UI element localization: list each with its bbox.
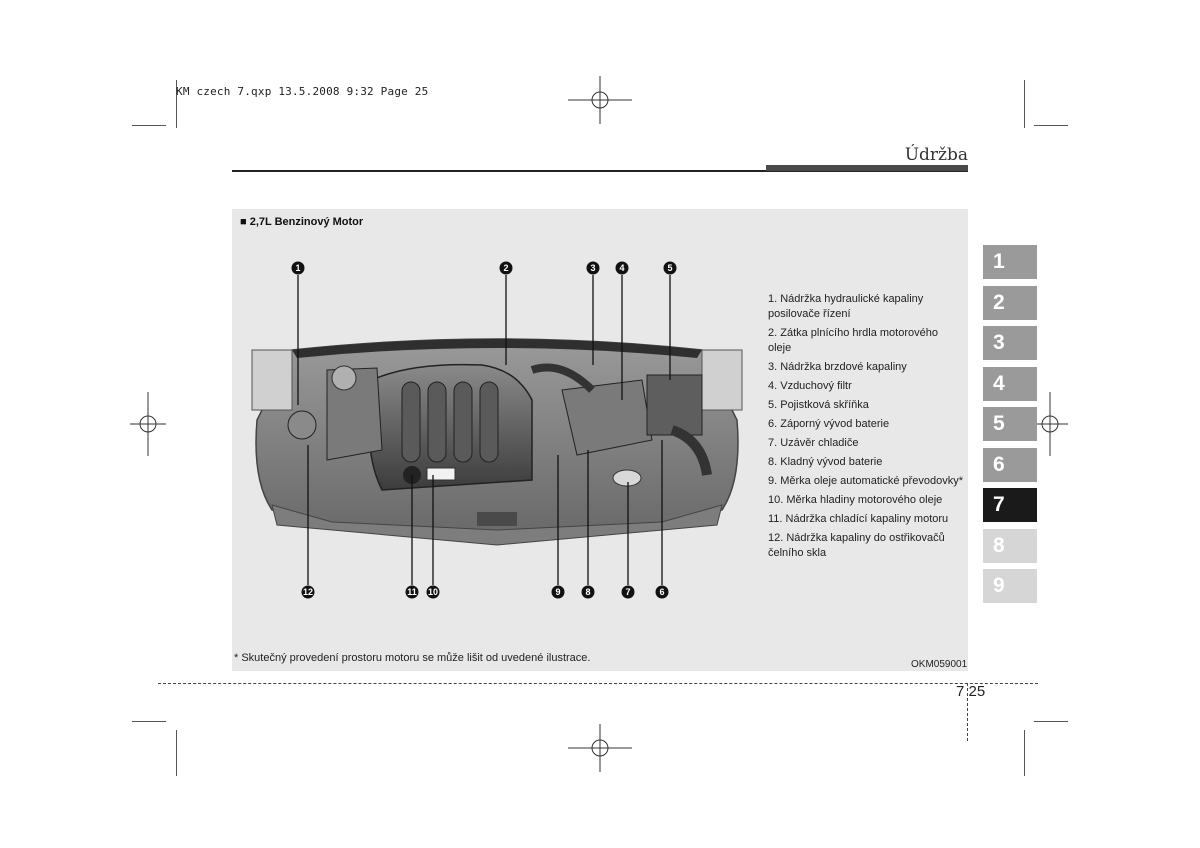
legend-item: 8. Kladný vývod baterie — [768, 456, 883, 468]
legend-item: 10. Měrka hladiny motorového oleje — [768, 494, 943, 506]
callout-marker — [622, 586, 635, 599]
crop-mark — [1034, 125, 1068, 126]
svg-text:7: 7 — [625, 587, 631, 597]
crop-mark — [1034, 721, 1068, 722]
callout-marker — [500, 262, 513, 275]
callout-marker — [552, 586, 565, 599]
chapter-tab-6[interactable]: 6 — [983, 448, 1037, 482]
svg-text:8: 8 — [585, 587, 591, 597]
callout-marker — [656, 586, 669, 599]
callout-layer — [232, 250, 762, 610]
callout-marker — [302, 586, 315, 599]
legend-item: 5. Pojistková skříňka — [768, 399, 869, 411]
svg-text:1: 1 — [295, 263, 301, 273]
legend-item: 7. Uzávěr chladiče — [768, 437, 859, 449]
svg-text:3: 3 — [590, 263, 596, 273]
crop-mark — [1024, 730, 1025, 776]
svg-text:2: 2 — [503, 263, 509, 273]
crop-mark — [176, 730, 177, 776]
svg-text:4: 4 — [619, 263, 625, 273]
svg-text:6: 6 — [659, 587, 665, 597]
registration-mark-left — [130, 392, 166, 456]
chapter-tab-2[interactable]: 2 — [983, 286, 1037, 320]
header-rule-accent — [766, 165, 968, 171]
figure-footnote: * Skutečný provedení prostoru motoru se může lišit od uvedené ilustrace. — [234, 652, 591, 664]
legend-item: 2. Zátka plnícího hrdla motorového oleje — [768, 327, 938, 354]
legend-item: 6. Záporný vývod baterie — [768, 418, 890, 430]
figure-code: OKM059001 — [911, 659, 968, 670]
chapter-tab-7[interactable]: 7 — [983, 488, 1037, 522]
legend-item: 9. Měrka oleje automatické převodovky* — [768, 475, 964, 487]
page-number-divider — [967, 683, 968, 741]
svg-text:10: 10 — [427, 587, 439, 597]
callout-marker — [427, 586, 440, 599]
figure-title: ■ 2,7L Benzinový Motor — [240, 216, 364, 228]
crop-mark — [132, 125, 166, 126]
component-legend — [768, 292, 964, 565]
print-slug: KM czech 7.qxp 13.5.2008 9:32 Page 25 — [176, 85, 429, 98]
section-title: Údržba — [904, 145, 968, 165]
callout-marker — [664, 262, 677, 275]
footer-rule — [158, 683, 1038, 684]
legend-item: 12. Nádržka kapaliny do ostřikovačů čelního skla — [768, 532, 945, 559]
chapter-tab-8[interactable]: 8 — [983, 529, 1037, 563]
svg-text:12: 12 — [302, 587, 314, 597]
callout-marker — [587, 262, 600, 275]
registration-mark-bottom — [568, 724, 632, 772]
svg-text:11: 11 — [407, 587, 417, 597]
legend-item: 11. Nádržka chladící kapaliny motoru — [768, 513, 949, 525]
callout-marker — [616, 262, 629, 275]
registration-mark-top — [568, 76, 632, 124]
callout-marker — [406, 586, 419, 599]
crop-mark — [132, 721, 166, 722]
callout-marker — [582, 586, 595, 599]
legend-item: 3. Nádržka brzdové kapaliny — [768, 361, 907, 373]
chapter-tab-9[interactable]: 9 — [983, 569, 1037, 603]
legend-item: 4. Vzduchový filtr — [768, 380, 852, 392]
page-number: 7 25 — [956, 683, 986, 700]
registration-mark-right — [1032, 392, 1068, 456]
callout-marker — [292, 262, 305, 275]
legend-item: 1. Nádržka hydraulické kapaliny posilovače řízení — [768, 293, 924, 320]
chapter-tab-3[interactable]: 3 — [983, 326, 1037, 360]
svg-text:9: 9 — [555, 587, 561, 597]
chapter-tab-1[interactable]: 1 — [983, 245, 1037, 279]
svg-text:5: 5 — [667, 263, 673, 273]
chapter-tab-4[interactable]: 4 — [983, 367, 1037, 401]
crop-mark — [1024, 80, 1025, 128]
chapter-tab-5[interactable]: 5 — [983, 407, 1037, 441]
